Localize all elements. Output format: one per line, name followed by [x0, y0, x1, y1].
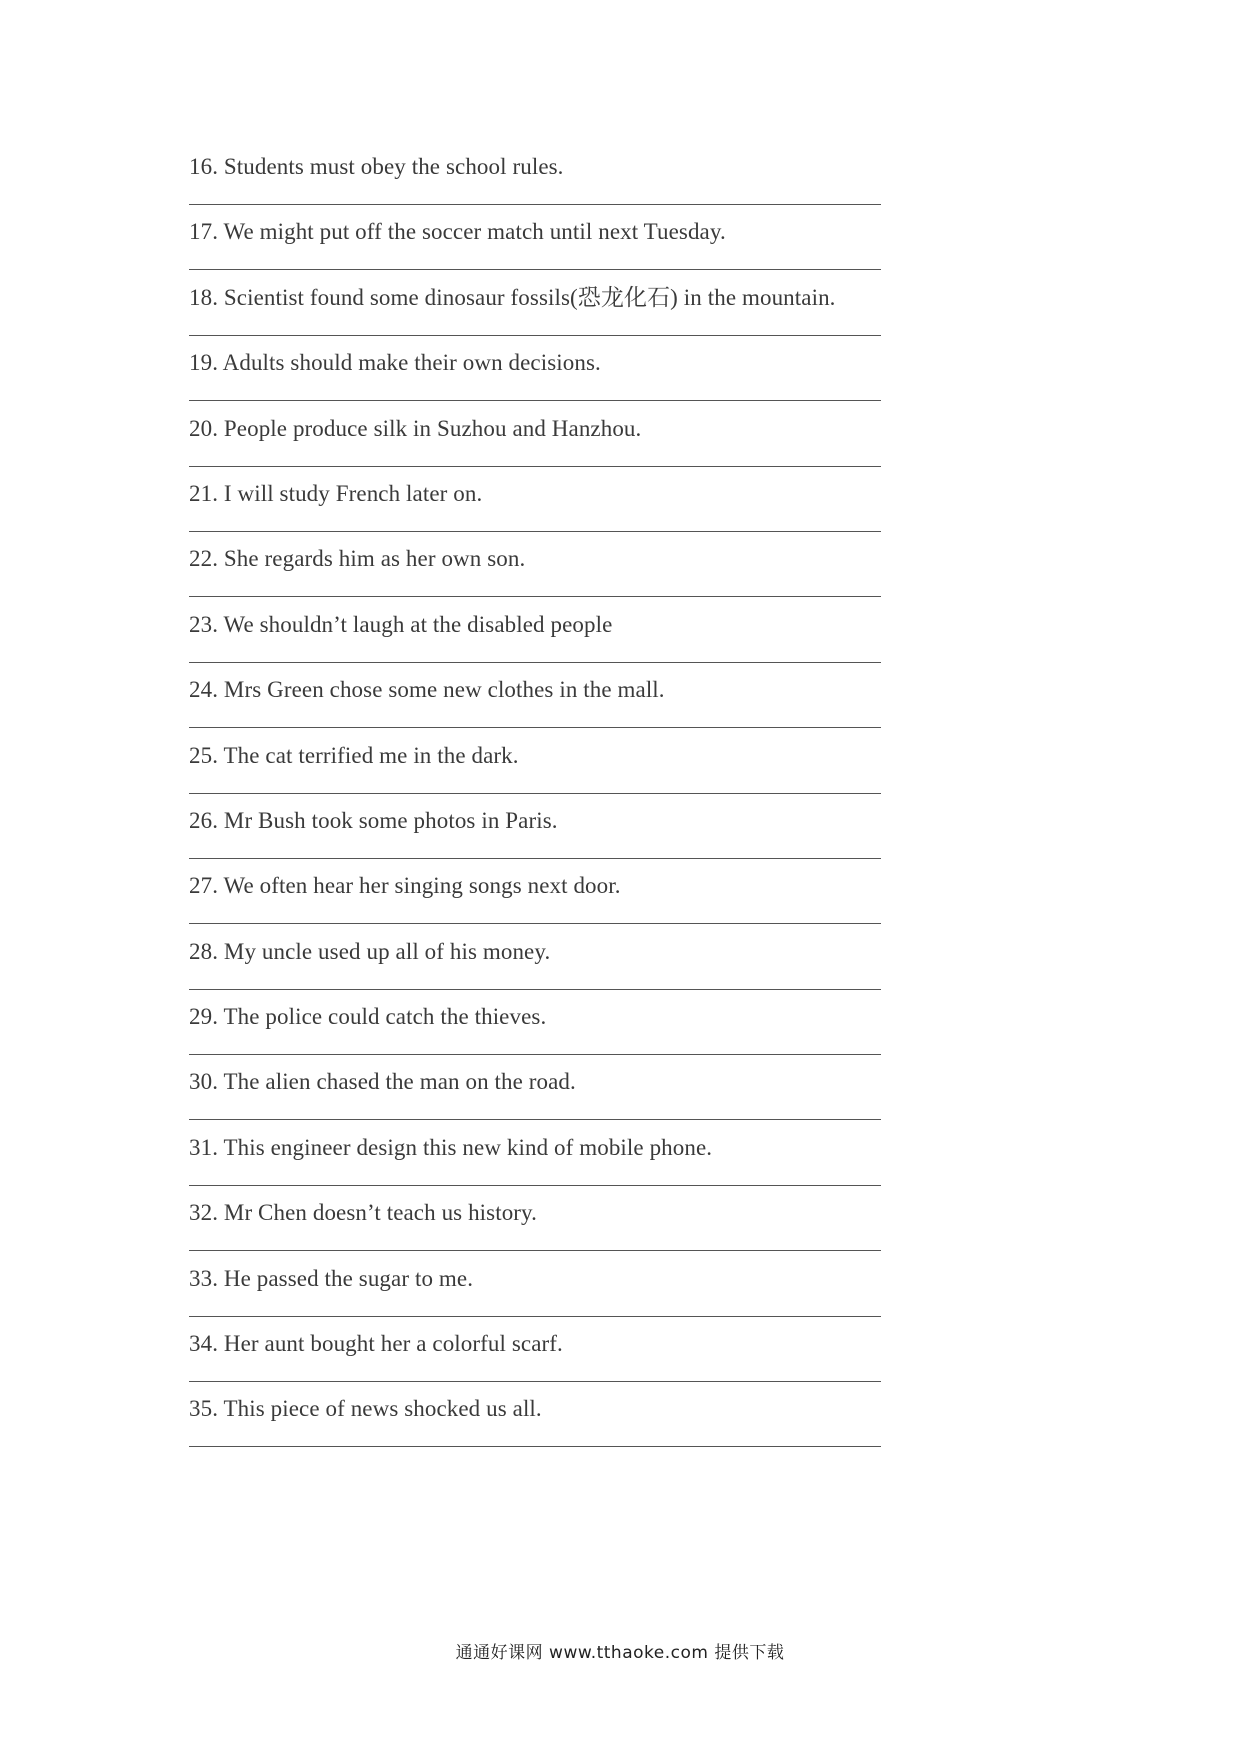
question-text: 20. People produce silk in Suzhou and Hanzhou.: [189, 415, 642, 441]
question-item: [189, 671, 889, 736]
answer-line: [189, 204, 881, 205]
question-text: 17. We might put off the soccer match until next Tuesday.: [189, 219, 726, 245]
question-text: 33. He passed the sugar to me.: [189, 1265, 474, 1291]
question-item: [189, 213, 889, 278]
question-item: [189, 802, 889, 867]
question-item: [189, 1325, 889, 1390]
answer-line: [189, 1250, 881, 1251]
answer-line: [189, 1446, 881, 1447]
answer-line: [189, 531, 881, 532]
question-item: [189, 475, 889, 540]
question-text: 19. Adults should make their own decisions.: [189, 350, 601, 376]
answer-line: [189, 727, 881, 728]
question-text: 34. Her aunt bought her a colorful scarf.: [189, 1331, 563, 1357]
question-item: [189, 933, 889, 998]
answer-line: [189, 858, 881, 859]
question-item: [189, 1063, 889, 1128]
question-text: 29. The police could catch the thieves.: [189, 1004, 547, 1030]
answer-line: [189, 1054, 881, 1055]
question-text: 27. We often hear her singing songs next door.: [189, 873, 621, 899]
answer-line: [189, 793, 881, 794]
answer-line: [189, 1185, 881, 1186]
question-text: 23. We shouldn’t laugh at the disabled people: [189, 611, 613, 637]
question-text: 31. This engineer design this new kind of mobile phone.: [189, 1134, 713, 1160]
question-item: [189, 344, 889, 409]
question-text: 35. This piece of news shocked us all.: [189, 1396, 542, 1422]
question-item: [189, 1390, 889, 1455]
answer-line: [189, 596, 881, 597]
answer-line: [189, 1119, 881, 1120]
question-item: [189, 410, 889, 475]
question-text: 21. I will study French later on.: [189, 480, 483, 506]
question-text: 30. The alien chased the man on the road.: [189, 1069, 576, 1095]
question-list: [189, 148, 889, 1456]
answer-line: [189, 662, 881, 663]
question-text: 28. My uncle used up all of his money.: [189, 938, 551, 964]
question-item: [189, 998, 889, 1063]
answer-line: [189, 335, 881, 336]
question-text: 18. Scientist found some dinosaur fossils(恐龙化石) in the mountain.: [189, 284, 836, 310]
question-text: 24. Mrs Green chose some new clothes in the mall.: [189, 677, 665, 703]
question-item: [189, 1260, 889, 1325]
question-text: 16. Students must obey the school rules.: [189, 154, 564, 179]
answer-line: [189, 989, 881, 990]
page-footer: 通通好课网 www.tthaoke.com 提供下载: [455, 1643, 785, 1663]
answer-line: [189, 400, 881, 401]
question-item: [189, 279, 889, 344]
question-item: [189, 606, 889, 671]
question-item: [189, 867, 889, 932]
question-text: 25. The cat terrified me in the dark.: [189, 742, 519, 768]
question-text: 22. She regards him as her own son.: [189, 546, 526, 572]
question-text: 26. Mr Bush took some photos in Paris.: [189, 807, 558, 833]
answer-line: [189, 1381, 881, 1382]
answer-line: [189, 269, 881, 270]
answer-line: [189, 1316, 881, 1317]
question-text: 32. Mr Chen doesn’t teach us history.: [189, 1200, 538, 1226]
question-item: [189, 148, 889, 213]
question-item: [189, 1194, 889, 1259]
question-item: [189, 1129, 889, 1194]
answer-line: [189, 466, 881, 467]
answer-line: [189, 923, 881, 924]
question-item: [189, 540, 889, 605]
question-item: [189, 737, 889, 802]
